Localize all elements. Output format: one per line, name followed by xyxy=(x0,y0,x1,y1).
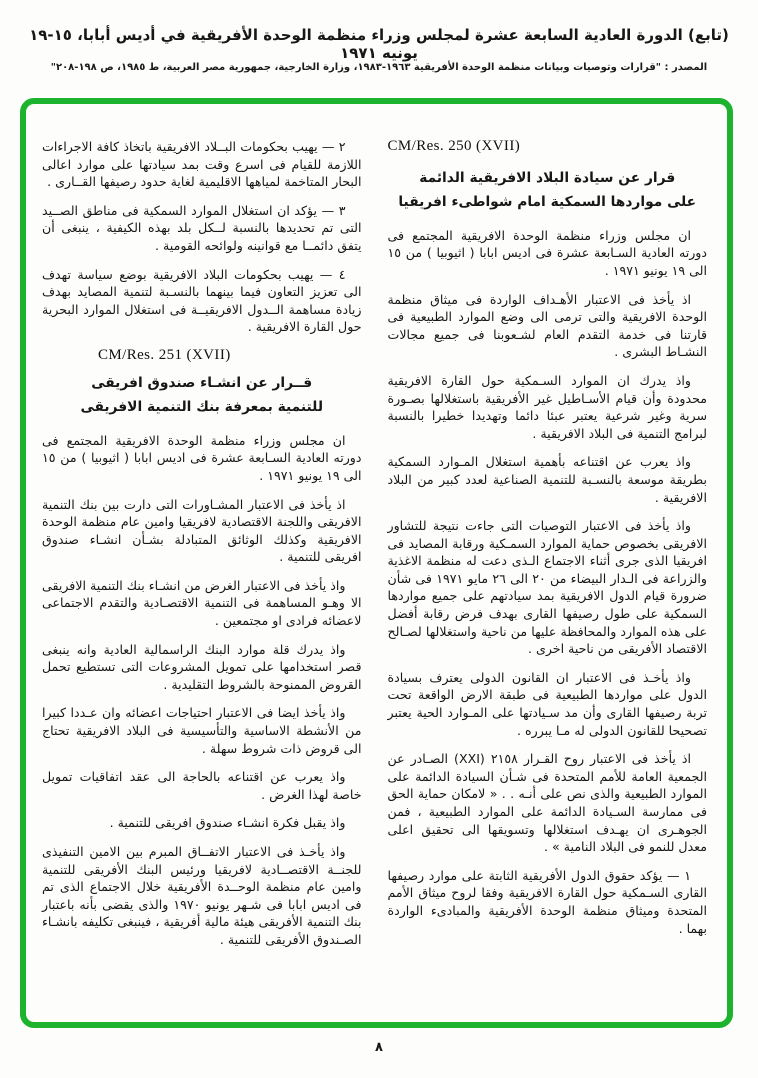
res251-title-line1: قــرار عن انشـاء صندوق افريقى xyxy=(91,374,313,391)
paragraph: اذ يأخذ فى الاعتبار الأهـداف الواردة فى ميثاق منظمة الوحدة الافريقية والتى ترمى الى وضع الموارد الطبيعية فى قارتنا فى خدمة التقدم العام لشـعوبنا فى جميع مجالات النشـاط البشرى . xyxy=(387,291,707,360)
paragraph: ان مجلس وزراء منظمة الوحدة الافريقية المجتمع فى دورته العادية السـابعة عشرة فى اديس ابابا ( اثيوبيا ) من ١٥ الى ١٩ يونيو ١٩٧١ . xyxy=(42,432,362,483)
paragraph: واذ يدرك قلة موارد البنك الراسمالية العادية وانه ينبغى قصر استخدامها على تمويل المشروعات التى تستطيع تحمل القروض الممنوحة بالشروط التقليدية . xyxy=(42,641,362,692)
res250-title-line1: قرار عن سيادة البلاد الافريقية الدائمة xyxy=(419,169,676,186)
paragraph: واذ يعرب عن اقتناعه بالحاجة الى عقد اتفاقيات تمويل خاصة لهذا الغرض . xyxy=(42,769,362,802)
paragraph: واذ يعرب عن اقتناعه بأهمية استغلال المـوارد السمكية بطريقة موسعة بالنسـبة للتنمية الصناعية لعدد كبير من البلاد الافريقية . xyxy=(387,454,707,505)
paragraph: ١ — يؤكد حقوق الدول الأفريقية الثابتة على موارد رصيفها القارى السـمكية حول القارة الافريقية وفقا لروح ميثاق الأمم المتحدة وميثاق منظمة الوحدة الأفريقية والمبادىء الواردة بهما . xyxy=(387,867,707,936)
paragraph: واذ يأخذ فى الاعتبار التوصيات التى جاءت نتيجة للتشاور الافريقى بخصوص حماية الموارد السمـكية ورقابة المصايد فى افريقيا الذى جرى أثناء الاجتماع الـذى دعت له منظمة الاغذية والزراعة فى الـدار البيضاء من ٢٠ الى ٢٦ مايو ١٩٧١ فى شأن ضرورة قيام الدول الافريقية بمد سيادتهم على جميع مواردها السمكية على طول رصيفها القارى بهدف فرض رقابة أفضل على هذه الموارد والمحافظة عليها من ناحية واستغلالها لصـالح الاقتصاد الأفريقى من ناحية اخرى . xyxy=(387,518,707,657)
page-number: ٨ xyxy=(375,1040,383,1055)
column-left-res251 xyxy=(42,138,362,1014)
content-frame xyxy=(20,98,733,1028)
paragraph: اذ يأخذ فى الاعتبار روح القـرار ٢١٥٨ (XXI) الصـادر عن الجمعية العامة للأمم المتحدة فى شـأن السيادة الدائمة على الموارد الطبيعية والذى نص على أنـه . . « لامكان حماية الحق فى ممارسة السـيادة الدائمة على الموارد الطبيعية ، فمن الجوهـرى ان يهـدف استغلالها وتسويقها الى تحقيق اعلى معدل للنمو فى البلاد النامية » . xyxy=(387,751,707,855)
paragraph: اذ يأخذ فى الاعتبار المشـاورات التى دارت بين بنك التنمية الافريقى واللجنة الاقتصادية لافريقيا وامين عام منظمة الوحدة الافريقية وكذلك الوثائق المتبادلة بشـأن انشـاء صندوق افريقى للتنمية . xyxy=(42,496,362,565)
two-column-layout xyxy=(42,138,707,1014)
page-header: (تابع) الدورة العادية السابعة عشرة لمجلس وزراء منظمة الوحدة الأفريقية في أديس أبابا، ١٥-١٩ يونيه ١٩٧١ xyxy=(29,26,729,62)
paragraph: ٣ — يؤكد ان استغلال الموارد السمكية فى مناطق الصــيد التى تم تحديدها بالنسبة لــكل بلد بهذه الكيفية ، ينبغى أن يتفق دائمــا مع قوانينه ولوائحه القومية . xyxy=(42,202,362,253)
paragraph: واذ يأخذ فى الاعتبار الغرض من انشـاء بنك التنمية الافريقى الا وهـو المساهمة فى التنمية الاقتصـادية والتقدم الاجتماعى لاعضائه فرادى او مجتمعين . xyxy=(41,577,362,629)
column-right-res250 xyxy=(388,138,708,1014)
paragraph: واذ يأخـذ فى الاعتبار الاتفــاق المبرم بين الامين التنفيذى للجنــة الاقتصــادية لافريقيا ورئيس البنك الأفريقى للتنمية وامين عام منظمة الوحــدة الأفريقية خلال الاجتماع الذى تم فى اديس ابابا فى شـهر يونيو ١٩٧٠ والذى يقضى بأنه باعتبار بنك التنمية الأفريقى هيئة مالية أفريقية ، فينبغى تكليفه بانشـاء الصـندوق الأفريقى للتنمية . xyxy=(42,844,362,947)
paragraph: واذ يدرك ان الموارد السـمكية حول القارة الافريقية محدودة وأن قيام الأسـاطيل غير الأفريقية باستغلالها بصـورة سرية وغير شرعية يعتبر عبئا دائما وتهديدا خطيرا بالنسبة لبرامج التنمية فى البلاد الافريقية . xyxy=(387,372,707,441)
resolution-id-251: CM/Res. 251 (XVII) xyxy=(98,346,231,363)
res250-title-line2: على مواردها السمكية امام شواطىء افريقيا xyxy=(398,194,697,211)
paragraph: واذ يقبل فكرة انشـاء صندوق افريقى للتنمية . xyxy=(109,815,346,831)
source-line: المصدر : "قرارات وتوصيات وبيانات منظمة الوحدة الأفريقية ١٩٦٣-١٩٨٣، وزارة الخارجية، جمهورية مصر العربية، ط ١٩٨٥، ص ١٩٨-٢٠٨" xyxy=(50,62,708,73)
paragraph: واذ يأخذ ايضا فى الاعتبار احتياجات اعضائه وان عـددا كبيرا من الأنشطة الاساسية والتأسيسية فى البلاد الافريقية تحتاج الى قروض ذات شروط سهلة . xyxy=(42,705,362,756)
paragraph: ٢ — يهيب بحكومات البــلاد الافريقية باتخاذ كافة الاجراءات اللازمة للقيام فى اسرع وقت بمد سيادتها على موارد اعالى البحار المتاخمة لمياهها الاقليمية لغاية حدود رصيفها القــارى . xyxy=(42,139,362,190)
res251-title-line2: للتنمية بمعرفة بنك التنمية الافريقى xyxy=(80,399,323,416)
resolution-id-250: CM/Res. 250 (XVII) xyxy=(387,138,521,154)
paragraph: ان مجلس وزراء منظمة الوحدة الافريقية المجتمع فى دورته العادية السـابعة عشرة فى اديس ابابا ( اثيوبيا ) من ١٥ الى ١٩ يونيو ١٩٧١ . xyxy=(387,227,707,278)
paragraph: ٤ — يهيب بحكومات البلاد الافريقية بوضع سياسة تهدف الى تعزيز التعاون فيما بينهما بالنسـبة لتنمية المصايد بهدف زيادة مساهمة الــدول الافريقيــة فى استغلال الموارد البحرية حول القارة الافريقية . xyxy=(42,266,362,335)
paragraph: واذ يأخـذ فى الاعتبار ان القانون الدولى يعترف بسيادة الدول على مواردها الطبيعية فى طبقة الارض الواقعة تحت تربة رصيفها القارى وأن مد سـيادتها على المـوارد الحية يعتبر تصحيحا للقانون الدولى له مـا يبرره . xyxy=(387,669,707,738)
